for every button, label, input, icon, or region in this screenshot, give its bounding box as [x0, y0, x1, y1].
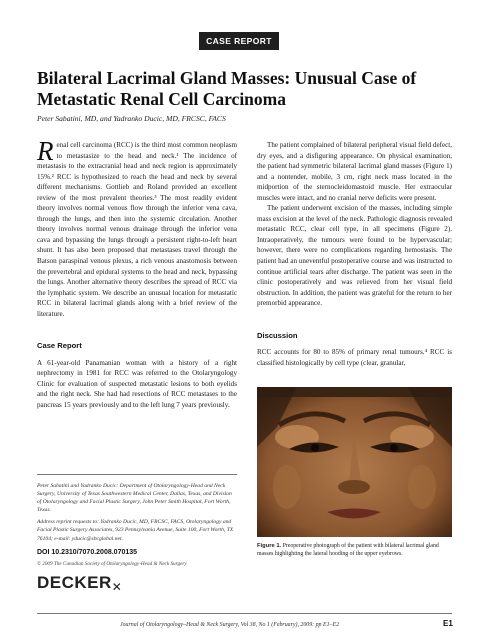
publisher-logo-mark: ✕: [111, 580, 123, 594]
discussion-heading: Discussion: [257, 330, 298, 340]
author-list: Peter Sabatini, MD, and Yadranko Ducic, MD, FRCSC, FACS: [37, 114, 226, 123]
drop-cap: R: [37, 136, 54, 166]
page-number: E1: [443, 619, 453, 628]
intro-paragraph: [37, 136, 237, 319]
copyright: © 2009 The Canadian Society of Otolaryngology-Head & Neck Surgery: [37, 561, 187, 567]
footnote-divider: [37, 474, 237, 475]
title-line-2: Metastatic Renal Cell Carcinoma: [37, 89, 286, 109]
right-column: [257, 140, 452, 368]
patient-face-image: [257, 387, 452, 537]
doi: DOI 10.2310/7070.2008.070135: [37, 549, 138, 556]
left-column: [37, 136, 237, 411]
intro-text: enal cell carcinoma (RCC) is the third most common neoplasm to metastasize to the head and neck.¹ The incidence of metastasis to the extracranial head and neck region is approximately 15%.² RCC is hypothesized to reach the head and neck by several different mechanisms. Gottlieb and Roland provided an excellent review of the most prevalent theories.³ The most readily evident theory involves normal venous flow through the inferior vena cava, through the lungs, and then into the systemic circulation. Another theory involves normal venous drainage through the inferior vena cava and bypassing the lungs through a persistent right-to-left heart shunt. It has also been proposed that metastases travel through the Batson paraspinal venous plexus, a rich venous anastomosis between the prevertebral and epidural systems to the head and neck, bypassing the lungs. Another alternative theory describes the spread of RCC via the lymphatic system. We describe an unusual location for metastatic RCC in bilateral lacrimal glands along with a brief review of the literature.: [37, 141, 237, 318]
title-line-1: Bilateral Lacrimal Gland Masses: Unusual Case of: [37, 68, 417, 88]
affiliation-note: Peter Sabatini and Yadranko Ducic: Department of Otolaryngology-Head and Neck Surgery, University of Texas Southwestern Medical Center, Dallas, Texas, and Division of Otolaryngology and Facial Plastic Surgery, John Peter Smith Hospital, Fort Worth, Texas.: [37, 483, 232, 514]
discussion-paragraph: RCC accounts for 80 to 85% of primary renal tumours.⁴ RCC is classified histologically by cell type (clear, granular,: [257, 348, 452, 367]
case-report-heading: Case Report: [37, 341, 82, 351]
publisher-name: DECKER: [37, 573, 112, 592]
figure-caption-text: Preoperative photograph of the patient with bilateral lacrimal gland masses highlighting the lateral hooding of the upper eyebrows.: [257, 543, 439, 557]
right-paragraph-2: The patient underwent excision of the masses, including simple mass excision at the level of the neck. Pathologic diagnosis revealed metastatic RCC, clear cell type, in all specimens (Figure 2). Intraoperatively, the tumours were found to be hypervascular; however, there were no complications regarding hemostasis. The patient had an uneventful postoperative course and was instructed to continue artificial tears after discharge. The patient was seen in the clinic postoperatively and was relieved from her visual field obstruction. In addition, the patient was grateful for the return to her premorbid appearance.: [257, 204, 452, 308]
publisher-logo: [37, 573, 122, 594]
journal-citation: Journal of Otolaryngology–Head & Neck Surgery, Vol 38, No 1 (February), 2009: pp E1–E2: [120, 622, 340, 628]
footer-divider: [37, 613, 452, 614]
section-tag: CASE REPORT: [199, 32, 279, 50]
case-report-paragraph: A 61-year-old Panamanian woman with a history of a right nephrectomy in 1981 for RCC was referred to the Otolaryngology Clinic for evaluation of suspected metastatic lesions to both eyelids and the right neck. She had had resections of RCC metastases to the pancreas 15 years previously and to the left lung 7 years previously.: [37, 358, 237, 410]
right-paragraph-1: The patient complained of bilateral peripheral visual field defect, dry eyes, and a disfiguring appearance. On physical examination, the patient had symmetric bilateral lacrimal gland masses (Figure 1) and a nontender, mobile, 3 cm, right neck mass located in the midportion of the sternocleidomastoid muscle. Her extraocular muscles were intact, and no cranial nerve deficits were present.: [257, 141, 452, 202]
figure-1-photo: [257, 387, 452, 537]
figure-1-caption: [257, 543, 452, 558]
reprint-note: Address reprint requests to: Yadranko Ducic, MD, FRCSC, FACS, Otolaryngology and Facial Plastic Surgery Associates, 923 Pennsylvania Avenue, Suite 100, Fort Worth, TX 76104; e-mail: yducic@sbcglobal.net.: [37, 519, 234, 542]
footnotes: [37, 482, 237, 547]
article-title: [37, 68, 437, 110]
figure-label: Figure 1.: [257, 543, 282, 549]
